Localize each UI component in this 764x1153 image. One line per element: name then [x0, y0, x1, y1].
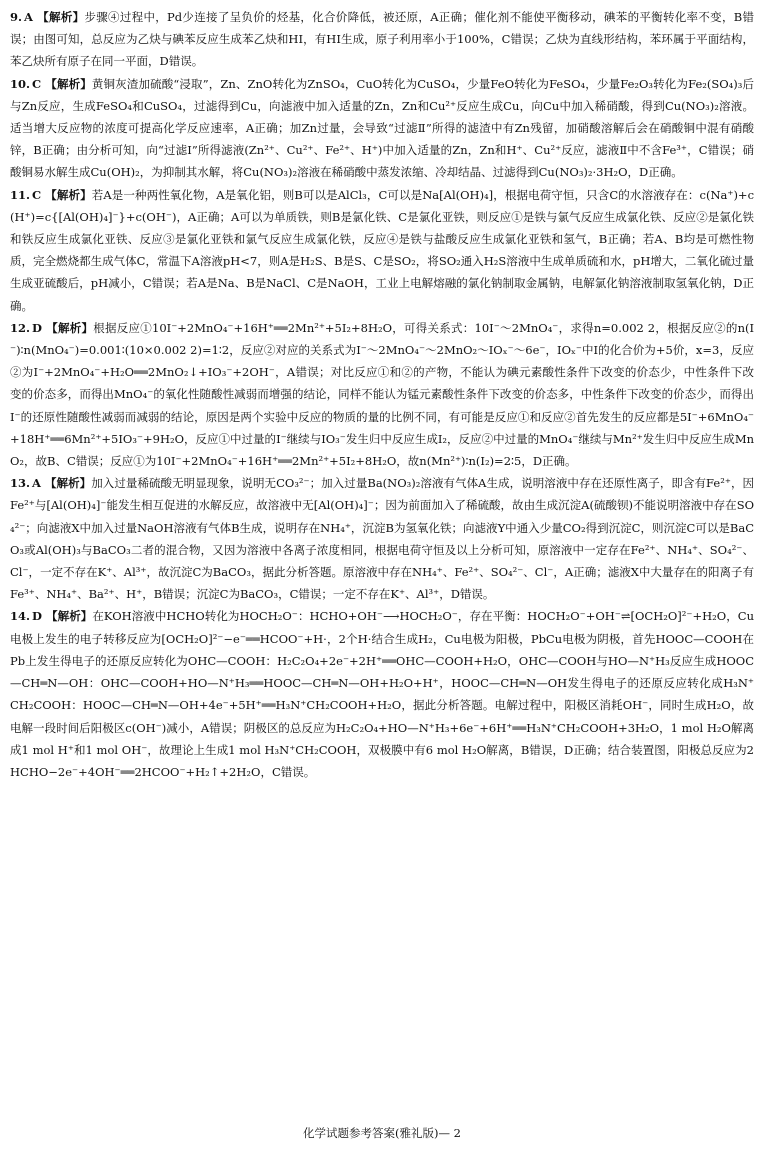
answer-item-12 [10, 317, 754, 472]
question-number: 9. [10, 10, 23, 24]
question-number: 13. [10, 476, 31, 491]
answer-paragraph [10, 472, 754, 605]
answer-letter: D [32, 609, 42, 624]
analysis-text: 根据反应①10I⁻+2MnO₄⁻+16H⁺══2Mn²⁺+5I₂+8H₂O，可得关系式：10I⁻～2MnO₄⁻，求得n=0.002 2，根据反应②的n(I⁻)∶n(MnO₄⁻)=0.001∶(10×0.002 2)=1∶2，反应②对应的关系式为I⁻～2MnO₄⁻～2MnO₂～IOₓ⁻～6e⁻，IOₓ⁻中I的化合价为+5价，x=3，反应②为I⁻+2MnO₄⁻+H₂O══2MnO₂↓+IO₃⁻+2OH⁻，A错误；对比反应①和②的产物，不能认为碘元素酸性条件下改变的价态少，中性条件下改变的价态多，而得出MnO₄⁻的氧化性随酸性减弱而增强的结论，同样不能认为锰元素酸性条件下改变的价态多，中性条件下改变的价态少，而得出I⁻的还原性随酸性减弱而减弱的结论，原因是两个实验中反应的物质的量的比例不同，有可能是反应①和反应②首先发生的反应都是5I⁻+6MnO₄⁻+18H⁺══6Mn²⁺+5IO₃⁻+9H₂O，反应①中过量的I⁻继续与IO₃⁻发生归中反应生成I₂，反应②中过量的MnO₄⁻继续与Mn²⁺发生归中反应生成MnO₂，故B、C错误；反应①为10I⁻+2MnO₄⁻+16H⁺══2Mn²⁺+5I₂+8H₂O，故n(Mn²⁺)∶n(I₂)=2∶5，D正确。 [10, 320, 755, 469]
answer-item-11 [10, 184, 754, 317]
answer-paragraph [10, 73, 754, 184]
analysis-text: 在KOH溶液中HCHO转化为HOCH₂O⁻：HCHO+OH⁻⟶HOCH₂O⁻，存在平衡：HOCH₂O⁻+OH⁻⇌[OCH₂O]²⁻+H₂O，Cu电极上发生的电子转移反应为[OCH₂O]²⁻−e⁻══HCOO⁻+H·，2个H·结合生成H₂，Cu电极为阳极，PbCu电极为阴极，首先HOOC—COOH在Pb上发生得电子的还原反应转化为OHC—COOH：H₂C₂O₄+2e⁻+2H⁺══OHC—COOH+H₂O，OHC—COOH与HO—N⁺H₃反应生成HOOC—CH═N—OH：OHC—COOH+HO—N⁺H₃══HOOC—CH═N—OH+H₂O+H⁺，HOOC—CH═N—OH发生得电子的还原反应转化成H₃N⁺CH₂COOH：HOOC—CH═N—OH+4e⁻+5H⁺══H₃N⁺CH₂COOH+H₂O，据此分析答题。电解过程中，阳极区消耗OH⁻，同时生成H₂O，故电解一段时间后阳极区c(OH⁻)减小，A错误；阴极区的总反应为H₂C₂O₄+HO—N⁺H₃+6e⁻+6H⁺══H₃N⁺CH₂COOH+3H₂O，1 mol H₂O解离成1 mol H⁺和1 mol OH⁻，故理论上生成1 mol H₃N⁺CH₂COOH，双极膜中有6 mol H₂O解离，B错误，D正确；结合装置图，阳极总反应为2HCHO−2e⁻+4OH⁻══2HCOO⁻+H₂↑+2H₂O，C错误。 [10, 609, 754, 779]
answer-letter: A [32, 476, 41, 491]
analysis-tag: 【解析】 [45, 76, 92, 91]
question-number: 10. [10, 76, 31, 91]
answer-item-9 [10, 6, 754, 73]
analysis-tag: 【解析】 [36, 10, 85, 24]
answer-letter: A [24, 10, 33, 24]
answer-item-10 [10, 73, 754, 184]
analysis-text: 步骤④过程中，Pd少连接了呈负价的烃基，化合价降低，被还原，A正确；催化剂不能使平衡移动，碘苯的平衡转化率不变，B错误；由图可知，总反应为乙炔与碘苯反应生成苯乙炔和HI，有HI生成，原子利用率小于100%，C错误；乙炔为直线形结构，苯环属于平面结构，苯乙炔所有原子在同一平面，D错误。 [10, 10, 754, 69]
answer-paragraph [10, 317, 754, 472]
analysis-tag: 【解析】 [44, 476, 92, 491]
answer-letter: C [32, 187, 42, 202]
analysis-text: 加入过量稀硫酸无明显现象，说明无CO₃²⁻；加入过量Ba(NO₃)₂溶液有气体A生成，说明溶液中存在还原性离子，即含有Fe²⁺，因Fe²⁺与[Al(OH)₄]⁻能发生相互促进的水解反应，故溶液中无[Al(OH)₄]⁻；因为前面加入了稀硫酸，故由生成沉淀A(硫酸钡)不能说明溶液中存在SO₄²⁻；向滤液X中加入过量NaOH溶液有气体B生成，说明存在NH₄⁺，沉淀B为氢氧化铁；向滤液Y中通入少量CO₂得到沉淀C，则沉淀C可以是BaCO₃或Al(OH)₃与BaCO₃二者的混合物，又因为溶液中各离子浓度相同，根据电荷守恒及以上分析可知，原溶液中一定存在Fe²⁺、NH₄⁺、SO₄²⁻、Cl⁻，一定不存在K⁺、Al³⁺，故沉淀C为BaCO₃，据此分析答题。原溶液中存在NH₄⁺、Fe²⁺、SO₄²⁻、Cl⁻，A正确；滤液X中大量存在的阳离子有Fe³⁺、NH₄⁺、Ba²⁺、H⁺，B错误；沉淀C为BaCO₃，C错误；一定不存在K⁺、Al³⁺，D错误。 [10, 476, 755, 602]
answer-letter: C [32, 76, 42, 91]
analysis-tag: 【解析】 [46, 320, 94, 335]
analysis-tag: 【解析】 [46, 609, 93, 624]
answer-paragraph [10, 6, 754, 73]
answer-item-14 [10, 605, 754, 783]
question-number: 12. [10, 320, 31, 335]
answer-item-13 [10, 472, 754, 605]
question-number: 14. [10, 609, 31, 624]
page-footer: 化学试题参考答案(雅礼版)— 2 [303, 1126, 461, 1140]
analysis-text: 黄铜灰渣加硫酸“浸取”，Zn、ZnO转化为ZnSO₄，CuO转化为CuSO₄，少量FeO转化为FeSO₄，少量Fe₂O₃转化为Fe₂(SO₄)₃后与Zn反应，生成FeSO₄和CuSO₄，过滤得到Cu，向滤液中加入适量的Zn，Zn和Cu²⁺反应生成Cu，向Cu中加入稀硝酸，得到Cu(NO₃)₂溶液。适当增大反应物的浓度可提高化学反应速率，A正确；加Zn过量，会导致“过滤Ⅱ”所得的滤渣中有Zn残留，加硝酸溶解后会在硝酸铜中混有硝酸锌，B正确；由分析可知，向“过滤Ⅰ”所得滤液(Zn²⁺、Cu²⁺、Fe²⁺、H⁺)中加入适量的Zn，Zn和H⁺、Cu²⁺反应，滤液Ⅱ中不含Fe³⁺，C错误；硝酸铜易水解生成Cu(OH)₂，为抑制其水解，将Cu(NO₃)₂溶液在稀硝酸中蒸发浓缩、冷却结晶、过滤得到Cu(NO₃)₂·3H₂O，D正确。 [10, 76, 754, 180]
answer-paragraph [10, 184, 754, 317]
answer-letter: D [32, 320, 42, 335]
analysis-text: 若A是一种两性氧化物，A是氧化铝，则B可以是AlCl₃，C可以是Na[Al(OH)₄]，根据电荷守恒，只含C的水溶液存在：c(Na⁺)+c(H⁺)=c{[Al(OH)₄]⁻}+c(OH⁻)，A正确；A可以为单质铁，则B是氯化铁、C是氯化亚铁，则反应①是铁与氯气反应生成氯化铁、反应②是氯化铁和铁反应生成氯化亚铁、反应③是氯化亚铁和氯气反应生成氯化铁，反应④是铁与盐酸反应生成氯化亚铁和氢气，B正确；若A、B均是可燃性物质，完全燃烧都生成气体C，常温下A溶液pH<7，则A是H₂S、B是S、C是SO₂，将SO₂通入H₂S溶液中生成单质硫和水，pH增大，二氧化硫过量生成亚硫酸后，pH减小，C错误；若A是Na、B是NaCl、C是NaOH，工业上电解熔融的氯化钠制取金属钠，电解氯化钠溶液制取氢氧化钠，D正确。 [10, 187, 755, 313]
answer-paragraph [10, 605, 754, 783]
question-number: 11. [10, 187, 31, 202]
analysis-tag: 【解析】 [45, 187, 92, 202]
